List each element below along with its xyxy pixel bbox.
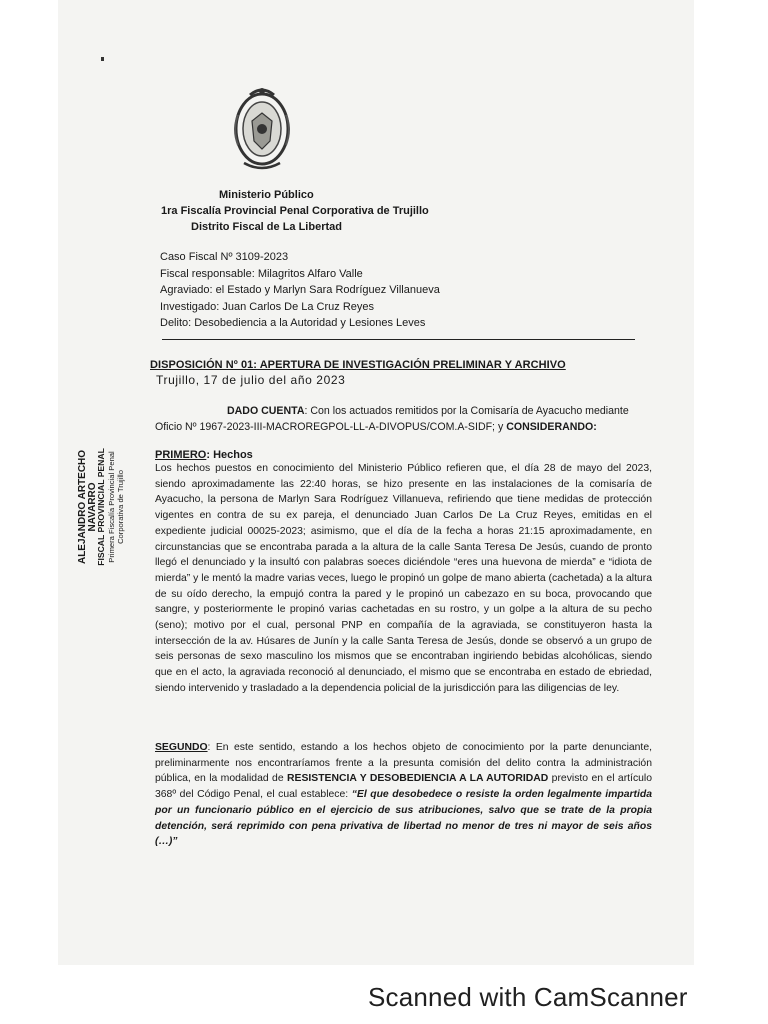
camscanner-watermark: Scanned with CamScanner [368,982,688,1012]
segundo-label: SEGUNDO [155,742,208,753]
divider [162,339,635,340]
primero-body: Los hechos puestos en conocimiento del Ministerio Público refieren que, el día 28 de mayo del 2023, siendo aproximadamente las 22:40 horas, se hizo presente en las instalaciones de la comisaría de Ayacucho, la persona de Marlyn Sara Rodríguez Villanueva, refiriendo que tiene medidas de protección vigentes en contra de su ex pareja, el denunciado Juan Carlos De La Cruz Reyes, emitidas en el expediente judicial 00025-2023; asimismo, que el día de la fecha a horas 21:15 aproximadamente, en circunstancias que se encontraba parada a la altura de la calle Santa Teresa De Jesús, cuando de pronto llegó el denunciado y la insultó con palabras soeces diciéndole “eres una huevona de mierda” e “idiota de mierda” y le mentó la madre varias veces, luego le propinó un golpe de mano abierta (cachetada) a la altura de su oído derecho, la empujó contra la pared y le propinó un cabezazo en su boca, provocando que sangre, y posteriormente le propinó varias cachetadas en su rostro, y un golpe a la altura de su pecho (seno); motivo por el cual, personal PNP en compañía de la agraviada, se constituyeron hasta la intersección de la av. Húsares de Junín y la calle Santa Teresa de Jesús, donde se observó a un grupo de seis personas de sexo masculino los mismos que se encontraban ingiriendo bebidas alcohólicas, siendo que en el acto, la agraviada reconoció al denunciado, el mismo que se encontraba en estado de ebriedad, siendo intervenido y trasladado a la dependencia policial de la jurisdicción para las diligencias de ley. [155,463,652,694]
case-info [160,249,440,332]
fiscal-responsable: Fiscal responsable: Milagritos Alfaro Valle [160,267,363,280]
segundo-text-2: previsto en el artículo 368º del Código Penal, el cual establece: [155,773,652,801]
segundo-quote: “El que desobedece o resiste la orden legalmente impartida por un funcionario público en el ejercicio de sus atribuciones, salvo que se trate de la propia detención, será reprimido con pena privativa de libertad no menor de tres ni mayor de seis años (…)” [155,789,652,848]
primero-label: PRIMERO [155,449,207,461]
stamp-line-3: Primera Fiscalía Provincial Penal [106,451,116,563]
segundo-bold: RESISTENCIA Y DESOBEDIENCIA A LA AUTORIDAD [287,773,549,785]
disposition-date: Trujillo, 17 de julio del año 2023 [156,373,346,387]
header-line-3: Distrito Fiscal de La Libertad [191,221,342,233]
header-line-2: 1ra Fiscalía Provincial Penal Corporativa de Trujillo [161,205,429,217]
government-seal-icon [230,85,295,173]
stamp-line-4: Corporativa de Trujillo [116,470,126,544]
primero-heading [155,449,253,461]
dado-cuenta-text-1: : Con los actuados remitidos por la Comisaría de Ayacucho mediante [304,405,629,417]
segundo-text-1: : En este sentido, estando a los hechos objeto de conocimiento por la parte denunciante, preliminarmente nos encontraríamos frente a la presunta comisión del delito contra la administración pública, en la modalidad de [155,742,652,785]
dado-cuenta-text-2: Oficio Nº 1967-2023-III-MACROREGPOL-LL-A-DIVOPUS/COM.A-SIDF; y [155,420,507,433]
investigado: Investigado: Juan Carlos De La Cruz Reyes [160,300,374,313]
agraviado: Agraviado: el Estado y Marlyn Sara Rodríguez Villanueva [160,284,440,297]
segundo-paragraph [155,740,652,850]
considerando-label: CONSIDERANDO: [506,420,597,433]
delito: Delito: Desobediencia a la Autoridad y Lesiones Leves [160,317,426,330]
dado-cuenta-label: DADO CUENTA [227,405,305,417]
side-stamp [77,425,126,573]
stamp-line-2: FISCAL PROVINCIAL PENAL [96,448,107,566]
dado-cuenta [155,404,647,435]
header-line-1: Ministerio Público [219,189,314,201]
primero-title: : Hechos [206,449,253,461]
scan-mark [101,57,104,61]
disposition-title: DISPOSICIÓN Nº 01: APERTURA DE INVESTIGACIÓN PRELIMINAR Y ARCHIVO [150,359,566,371]
case-number: Caso Fiscal Nº 3109-2023 [160,251,289,263]
stamp-name: ALEJANDRO ARTECHO NAVARRO [77,449,98,565]
